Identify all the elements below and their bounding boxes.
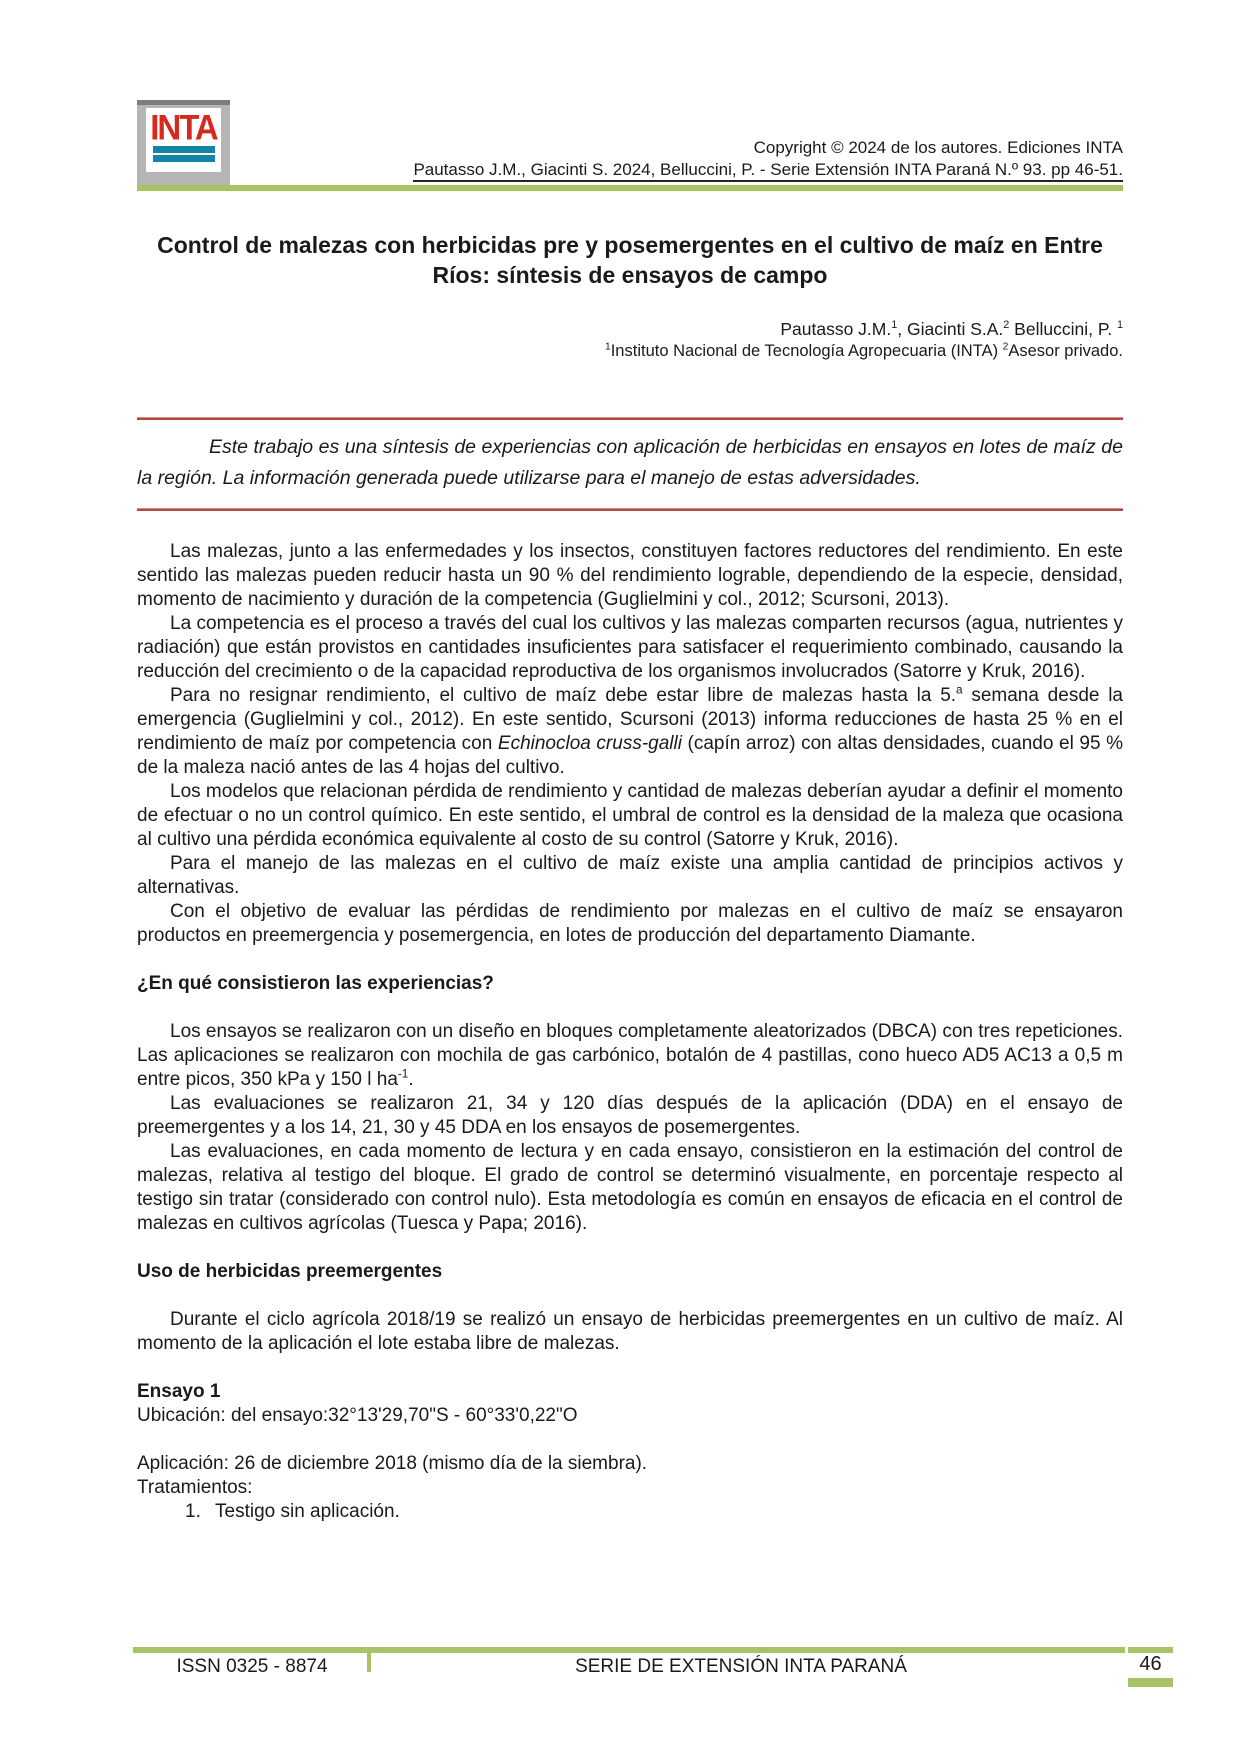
body-line: Ubicación: del ensayo:32°13'29,70"S - 60°33'0,22"O [137,1405,578,1426]
affiliation-line: $^1$Instituto Nacional de Tecnología Agropecuaria (INTA) $^2$Asesor privado. [605,341,1123,360]
blank-line [137,1236,1123,1260]
section-heading: ¿En qué consistieron las experiencias? [137,973,494,994]
footer-issn: ISSN 0325 - 8874 [176,1656,328,1677]
page-number: 46 [1139,1653,1162,1675]
blank-line [137,1356,1123,1380]
section-heading: Ensayo 1 [137,1381,221,1402]
section-heading: Uso de herbicidas preemergentes [137,1261,443,1282]
body-paragraph: Con el objetivo de evaluar las pérdidas de rendimiento por malezas en el cultivo de maíz se ensayaron productos en preemergencia y posemergencia, en lotes de producción del departamento Diamante. [137,901,1123,946]
copyright-line: Copyright © 2024 de los autores. Ediciones INTA [753,138,1123,157]
blank-line [137,948,1123,972]
inta-logo [137,100,230,185]
citation-line [230,159,1123,181]
blank-line [137,996,1123,1020]
article-title: Control de malezas con herbicidas pre y posemergentes en el cultivo de maíz en Entre Ríos: síntesis de ensayos de campo [157,232,1103,288]
body-paragraph: Los ensayos se realizaron con un diseño en bloques completamente aleatorizados (DBCA) con tres repeticiones. Las aplicaciones se realizaron con mochila de gas carbónico, botalón de 4 pastillas, cono hueco AD5 AC13 a 0,5 m entre picos, 350 kPa y 150 l $ha^{-1}$. [137,1021,1123,1090]
authors-line: Pautasso J.M.$^1$, Giacinti S.A.$^2$ Belluccini, P. $^1$ [780,319,1123,339]
logo-top-bar [137,100,230,105]
body-paragraph: Para el manejo de las malezas en el cultivo de maíz existe una amplia cantidad de principios activos y alternativas. [137,853,1123,898]
inta-logo-text: INTA [150,106,217,147]
page-number-bar [1128,1678,1173,1687]
body-paragraph: Los modelos que relacionan pérdida de rendimiento y cantidad de malezas deberían ayudar a definir el momento de efectuar o no un control químico. En este sentido, el umbral de control es la densidad de la maleza que ocasiona al cultivo una pérdida económica equivalente al costo de su control (Satorre y Kruk, 2016). [137,781,1123,850]
list-item-text: Testigo sin aplicación. [215,1501,400,1522]
list-item-number: 1. [185,1501,201,1522]
header-meta [230,100,1123,185]
body-line: Tratamientos: [137,1477,253,1498]
body-paragraph: Para no resignar rendimiento, el cultivo de maíz debe estar libre de malezas hasta la 5.$^a$ semana desde la emergencia (Guglielmini y col., 2012). En este sentido, Scursoni (2013) informa reducciones de hasta 25 % en el rendimiento de maíz por competencia con Echinocloa cruss-galli (capín arroz) con altas densidades, cuando el 95 % de la maleza nació antes de las 4 hojas del cultivo. [137,683,1123,778]
body-line: Aplicación: 26 de diciembre 2018 (mismo día de la siembra). [137,1453,648,1474]
abstract-rule-top [137,417,1123,420]
blank-line [137,1284,1123,1308]
logo-teal-bar [153,146,215,153]
body-paragraph: Durante el ciclo agrícola 2018/19 se realizó un ensayo de herbicidas preemergentes en un cultivo de maíz. Al momento de la aplicación el lote estaba libre de malezas. [137,1309,1123,1354]
body-paragraph: La competencia es el proceso a través del cual los cultivos y las malezas comparten recursos (agua, nutrientes y radiación) que están provistos en cantidades insuficientes para satisfacer el requerimiento combinado, causando la reducción del crecimiento o de la capacidad reproductiva de los organismos involucrados (Satorre y Kruk, 2016). [137,613,1123,682]
footer-series-title: SERIE DE EXTENSIÓN INTA PARANÁ [575,1656,907,1677]
list-item [137,1500,1123,1524]
header-green-rule [137,185,1123,191]
blank-line [137,1428,1123,1452]
page-header [137,100,1123,185]
abstract-text: Este trabajo es una síntesis de experiencias con aplicación de herbicidas en ensayos en lotes de maíz de la región. La información generada puede utilizarse para el manejo de estas adversidades. [137,436,1123,489]
logo-teal-bar [153,155,215,162]
abstract-rule-bottom [137,508,1123,511]
body-paragraph: Las evaluaciones, en cada momento de lectura y en cada ensayo, consistieron en la estimación del control de malezas, relativa al testigo del bloque. El grado de control se determinó visualmente, en porcentaje respecto al testigo sin tratar (considerado con control nulo). Esta metodología es común en ensayos de eficacia en el control de malezas en cultivos agrícolas (Tuesca y Papa; 2016). [137,1141,1123,1234]
article-body [137,540,1123,1524]
citation-text: Pautasso J.M., Giacinti S. 2024, Belluccini, P. - Serie Extensión INTA Paraná N.º 93. pp 46-51. [413,160,1123,182]
logo-inner-panel [146,108,221,172]
body-paragraph: Las malezas, junto a las enfermedades y los insectos, constituyen factores reductores del rendimiento. En este sentido las malezas pueden reducir hasta un 90 % del rendimiento lograble, dependiendo de la especie, densidad, momento de nacimiento y duración de la competencia (Guglielmini y col., 2012; Scursoni, 2013). [137,541,1123,610]
footer-green-rule [133,1647,1125,1653]
body-paragraph: Las evaluaciones se realizaron 21, 34 y 120 días después de la aplicación (DDA) en el ensayo de preemergentes y a los 14, 21, 30 y 45 DDA en los ensayos de posemergentes. [137,1093,1123,1138]
